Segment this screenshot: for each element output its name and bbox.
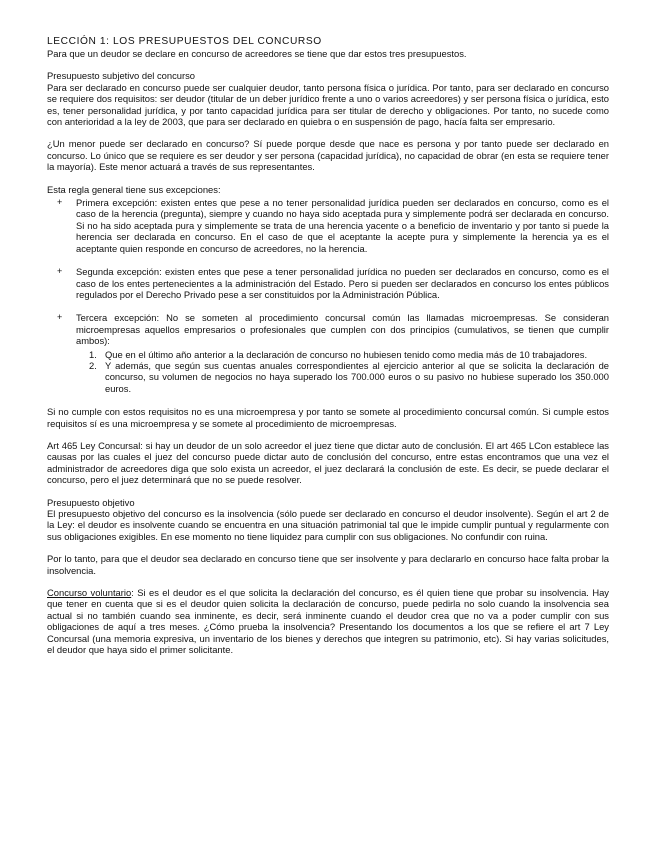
- plus-bullet-icon: +: [57, 266, 63, 277]
- list-item-criterion-2: [76, 360, 609, 394]
- exception-text: Primera excepción: existen entes que pese a no tener personalidad jurídica pueden ser declarados en concurso, como es el caso de la herencia (pregunta), siempre y cuando no haya sido aceptada pura y simplemente podrá ser declarada en concurso. Si no ha sido aceptada pura y simplemente se trata de una herencia yacente o a beneficio de inventario y por tanto si puede la herencia ser declarada en concurso. En el caso de que el aceptante la acepte pura y simplemente la herencia ya es el aceptante quien responde en concurso de acreedores, no la herencia.: [76, 197, 609, 254]
- paragraph-subjetivo-1: Para ser declarado en concurso puede ser cualquier deudor, tanto persona física o jurídica. Por tanto, para ser declarado en concurso se requiere dos requisitos: ser deudor (titular de un deber jurídico frente a uno o varios acreedores) y ser persona física o jurídica, esto es, tener personalidad jurídica, y por tanto capacidad jurídica para ser titular de derecho y obligaciones. Por tanto, no sucede como con anterioridad a la ley de 2003, que para ser declarado en quiebra o en suspensión de pago, hacía falta ser empresario.: [47, 81, 609, 128]
- criterion-number: 1.: [89, 348, 97, 360]
- concurso-voluntario-text: : Si es el deudor es el que solicita la declaración del concurso, es él quien tiene que probar su insolvencia. Hay que tener en cuenta que si es el deudor quien solicita la declaración de concurso, puede pedirla no solo cuando la insolvencia sea actual si no también cuando sea inminente, es decir, será inminente cuando el deudor crea que no va a poder cumplir con sus obligaciones de aquí a tres meses. ¿Cómo prueba la insolvencia? Presentando los documentos a los que se refiere el art 7 Ley Concursal (una memoria expresiva, un inventario de los bienes y derechos que integren su patrimonio, etc). Si hay varias solicitudes, el deudor que haya sido el primer solicitante.: [47, 587, 609, 656]
- plus-bullet-icon: +: [57, 197, 63, 208]
- criterion-text: Que en el último año anterior a la declaración de concurso no hubiesen tenido como media más de 10 trabajadores.: [105, 348, 588, 360]
- paragraph-subjetivo-2: ¿Un menor puede ser declarado en concurso? Sí puede porque desde que nace es persona y por tanto puede ser declarado en concurso. Lo único que se requiere es ser deudor y ser persona (capacidad jurídica), no capacidad de obrar (en esta se requiere tener la mayoría). Este menor actuará a través de sus representantes.: [47, 138, 609, 173]
- paragraph-concurso-voluntario: [47, 587, 609, 655]
- lesson-subtitle: Para que un deudor se declare en concurso de acreedores se tiene que dar estos tres presupuestos.: [47, 48, 467, 59]
- paragraph-subjetivo-5: Art 465 Ley Concursal: si hay un deudor de un solo acreedor el juez tiene que dictar auto de conclusión. El art 465 LCon establece las causas por las cuales el juez del concurso puede dictar auto de conclusión del concurso, entre estas encontramos que una vez el administrador de acreedores diga que solo exista un acreedor, el juez declarará la conclusión de este. Es decir, se puede declarar el concurso, pero el juez determinará que no se puede resolver.: [47, 439, 609, 486]
- lesson-title: LECCIÓN 1: LOS PRESUPUESTOS DEL CONCURSO: [47, 36, 322, 47]
- list-item-exception-2: [47, 266, 609, 300]
- list-item-exception-1: [47, 197, 609, 254]
- exceptions-list: [47, 197, 609, 394]
- criterion-text: Y además, que según sus cuentas anuales correspondientes al ejercicio anterior al que se solicita la declaración de concurso, su volumen de negocios no haya superado los 700.000 euros o su pasivo no hubiese superado los 350.000 euros.: [105, 359, 609, 394]
- paragraph-subjetivo-4: Si no cumple con estos requisitos no es una microempresa y por tanto se somete al procedimiento concursal común. Si cumple estos requisitos sí es una microempresa y se somete al procedimiento de microempresas.: [47, 406, 609, 429]
- section-heading-objetivo: Presupuesto objetivo: [47, 496, 135, 508]
- paragraph-exceptions-intro: Esta regla general tiene sus excepciones:: [47, 183, 221, 195]
- section-heading-subjetivo: Presupuesto subjetivo del concurso: [47, 70, 196, 82]
- paragraph-objetivo-1: El presupuesto objetivo del concurso es la insolvencia (sólo puede ser declarado en concurso el deudor insolvente). Según el art 2 de la Ley: el deudor es insolvente cuando se encuentra en una situación patrimonial tal que le impide cumplir puntual y regularmente con sus obligaciones exigibles. En ese momento no tiene liquidez para cumplir con sus obligaciones. No confundir con ruina.: [47, 508, 609, 542]
- plus-bullet-icon: +: [57, 312, 63, 323]
- document-page: [47, 36, 609, 666]
- criterion-number: 2.: [89, 359, 97, 371]
- paragraph-objetivo-2: Por lo tanto, para que el deudor sea declarado en concurso tiene que ser insolvente y para declararlo en concurso hace falta probar la insolvencia.: [47, 553, 609, 576]
- list-item-exception-3: [47, 312, 609, 394]
- exception-text: Segunda excepción: existen entes que pese a tener personalidad jurídica no pueden ser declarados en concurso, como es el caso de los entes pertenecientes a la administración del Estado. Pero si pueden ser declarados en concurso los entes públicos regulados por el Derecho Privado pese a ser constituidos por la Administración Pública.: [76, 266, 609, 300]
- microempresa-criteria-list: [76, 349, 609, 395]
- concurso-voluntario-label: Concurso voluntario: [47, 587, 132, 599]
- list-item-criterion-1: [76, 349, 609, 360]
- exception-text: Tercera excepción: No se someten al procedimiento concursal común las llamadas microempresas. Se consideran microempresas aquellos empresarios o profesionales que cumplen con dos principios (cumulativos, se tienen que cumplir ambos):: [76, 312, 609, 347]
